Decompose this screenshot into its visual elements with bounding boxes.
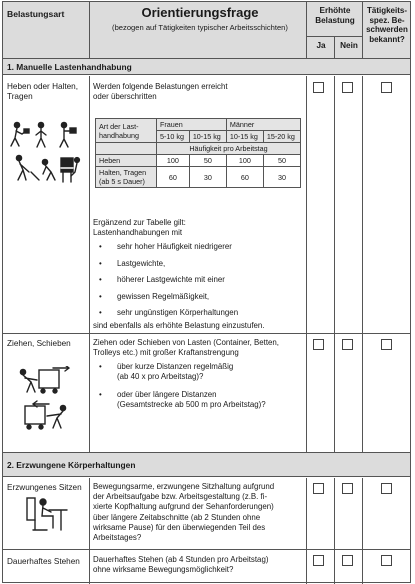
table-halten-line1: Halten, Tragen (99, 168, 147, 177)
row-label-stehen: Dauerhaftes Stehen (7, 557, 80, 566)
table-header (3, 2, 410, 59)
checkbox-ja[interactable] (313, 339, 324, 350)
bullet-dot: • (99, 362, 102, 371)
column-divider (89, 478, 90, 584)
row-label-line: Tragen (7, 92, 33, 101)
checkbox-nein[interactable] (342, 555, 353, 566)
checkbox-beschwerden[interactable] (381, 82, 392, 93)
lifting-pictogram (9, 120, 85, 190)
checkbox-ja[interactable] (313, 555, 324, 566)
bullet-dot: • (99, 242, 102, 251)
sitzen-line: Arbeitstages? (93, 533, 142, 543)
sitzen-line: Bewegungsarme, erzwungene Sitzhaltung aufgrund (93, 482, 275, 491)
ergaenzend-line: Lastenhandhabungen mit (93, 228, 183, 238)
row-label-sitzen: Erzwungenes Sitzen (7, 483, 82, 492)
sitzen-text (93, 482, 307, 543)
bullet-text (117, 390, 307, 410)
table-cell: 60 (226, 167, 263, 188)
row-label-line: Heben oder Halten, (7, 82, 79, 91)
header-tat-line1: Tätigkeits- (366, 6, 407, 15)
column-divider (334, 334, 335, 452)
load-threshold-table (95, 118, 301, 188)
sitzen-line: der Arbeitsaufgabe bzw. Arbeitsgestaltung (z.B. fi- (93, 492, 268, 502)
bullet-text: gewissen Regelmäßigkeit, (117, 292, 210, 301)
checkbox-ja[interactable] (313, 483, 324, 494)
column-divider (334, 478, 335, 584)
checkbox-beschwerden[interactable] (381, 555, 392, 566)
checkbox-ja[interactable] (313, 82, 324, 93)
table-weight: 10-15 kg (226, 131, 263, 143)
table-weight: 15-20 kg (263, 131, 300, 143)
intro-line: Werden folgende Belastungen erreicht (93, 82, 228, 91)
sitzen-line: wirksame Pause) für den überwiegenden Teil des (93, 522, 266, 532)
header-divider (307, 36, 363, 37)
sitzen-line: über längere Zeitabschnitte (ab 2 Stunden ohne (93, 512, 261, 522)
heben-intro (93, 82, 303, 102)
column-divider (89, 2, 90, 58)
header-erhoehte-belastung (307, 6, 363, 26)
table-row-heben-label: Heben (96, 155, 157, 167)
bullet-text: sehr hoher Häufigkeit niedrigerer (117, 242, 232, 251)
bullet-dot: • (99, 292, 102, 301)
bullet-text: Lastgewichte, (117, 259, 166, 268)
column-divider (306, 2, 307, 58)
column-divider (362, 76, 363, 333)
table-weight: 5-10 kg (157, 131, 190, 143)
column-divider (334, 76, 335, 333)
row-label-ziehen: Ziehen, Schieben (7, 339, 71, 348)
table-halten-line2: (ab 5 s Dauer) (99, 177, 145, 186)
header-title: Orientierungsfrage (141, 5, 259, 20)
row-divider (3, 333, 410, 334)
column-divider (362, 334, 363, 452)
header-tat-line2: spez. Be- (369, 15, 405, 25)
section1-title: 1. Manuelle Lastenhandhabung (7, 62, 132, 72)
header-nein: Nein (340, 41, 358, 50)
header-tat-line4: bekannt? (369, 34, 405, 44)
ziehen-text (93, 338, 307, 358)
pushing-pulling-pictogram (15, 366, 79, 438)
table-art-line2: handhabung (99, 130, 139, 140)
bullet-dot: • (99, 259, 102, 268)
stehen-line: Dauerhaftes Stehen (ab 4 Stunden pro Arbeitstag) (93, 555, 269, 564)
stehen-text (93, 555, 307, 575)
table-cell: 50 (189, 155, 226, 167)
stehen-line: ohne wirksame Bewegungsmöglichkeit? (93, 565, 234, 575)
bullet-line: über kurze Distanzen regelmäßig (117, 362, 234, 371)
table-cell: 60 (157, 167, 190, 188)
ergaenzend-text (93, 218, 303, 238)
bullet-text (117, 362, 307, 382)
table-cell: 30 (263, 167, 300, 188)
column-divider (362, 2, 363, 58)
checkbox-beschwerden[interactable] (381, 339, 392, 350)
table-weight: 10-15 kg (189, 131, 226, 143)
intro-line: oder überschritten (93, 92, 157, 102)
header-ja: Ja (316, 41, 326, 50)
sitting-pictogram (25, 496, 69, 536)
section-heading (3, 59, 410, 75)
header-subtitle: (bezogen auf Tätigkeiten typischer Arbeitsschichten) (112, 23, 288, 32)
ziehen-line: Trolleys etc.) mit großer Kraftanstrengung (93, 348, 239, 358)
bullet-dot: • (99, 308, 102, 317)
header-erhoehte-line2: Belastung (315, 16, 355, 25)
header-tat-line3: schwerden (366, 25, 408, 35)
bullet-line: (Gesamtstrecke ab 500 m pro Arbeitstag)? (117, 400, 266, 410)
bullet-line: oder über längere Distanzen (117, 390, 217, 399)
row-divider (3, 549, 410, 550)
closing-text: sind ebenfalls als erhöhte Belastung einzustufen. (93, 321, 265, 330)
sitzen-line: xierte Kopfhaltung aufgrund der Sehanforderungen) (93, 502, 274, 512)
bullet-text: höherer Lastgewichte mit einer (117, 275, 225, 284)
checkbox-beschwerden[interactable] (381, 483, 392, 494)
checkbox-nein[interactable] (342, 82, 353, 93)
checkbox-nein[interactable] (342, 339, 353, 350)
section-heading (3, 453, 410, 477)
column-divider (89, 76, 90, 333)
header-erhoehte-line1: Erhöhte (319, 6, 351, 15)
table-header-art (96, 119, 157, 143)
table-empty-cell (96, 143, 157, 155)
section2-title: 2. Erzwungene Körperhaltungen (7, 460, 136, 470)
bullet-line: (ab 40 x pro Arbeitstag)? (117, 372, 204, 382)
table-frequency-header: Häufigkeit pro Arbeitstag (157, 143, 301, 155)
ziehen-line: Ziehen oder Schieben von Lasten (Container, Betten, (93, 338, 279, 347)
table-art-line1: Art der Last- (99, 121, 139, 131)
table-cell: 30 (189, 167, 226, 188)
questionnaire-table (2, 1, 411, 583)
table-cell: 100 (157, 155, 190, 167)
column-divider (89, 334, 90, 452)
bullet-dot: • (99, 390, 102, 399)
table-header-maenner: Männer (226, 119, 300, 131)
row-label-heben (7, 82, 78, 102)
checkbox-nein[interactable] (342, 483, 353, 494)
column-divider (362, 478, 363, 584)
header-taetigkeitsspez (363, 6, 411, 44)
table-cell: 100 (226, 155, 263, 167)
table-cell: 50 (263, 155, 300, 167)
table-header-frauen: Frauen (157, 119, 227, 131)
bullet-dot: • (99, 275, 102, 284)
header-belastungsart: Belastungsart (7, 9, 65, 19)
bullet-text: sehr ungünstigen Körperhaltungen (117, 308, 239, 317)
table-row-halten-label (96, 167, 157, 188)
header-divider (334, 36, 335, 58)
ergaenzend-line: Ergänzend zur Tabelle gilt: (93, 218, 186, 227)
